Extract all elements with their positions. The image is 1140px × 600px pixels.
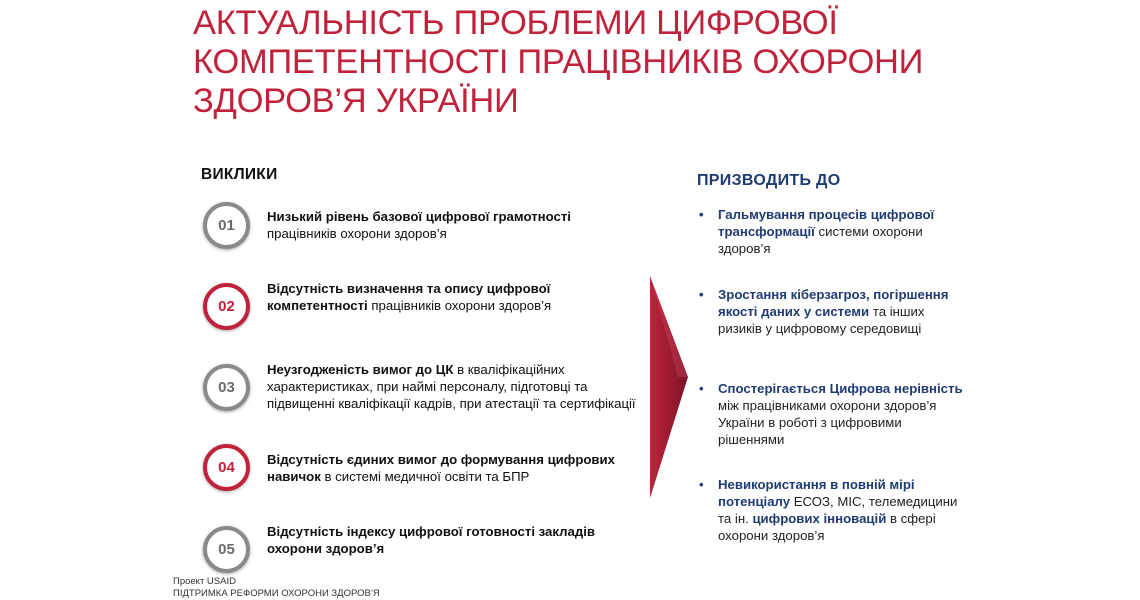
challenge-bold: Відсутність єдиних вимог до формування цифрових навичок	[267, 452, 615, 484]
consequence-rest: ЕСОЗ, МІС, телемедицини та ін.	[718, 494, 958, 526]
number-badge: 05	[203, 526, 250, 573]
challenge-text	[267, 451, 637, 485]
consequence-bold: Зростання кіберзагроз, погіршення якості даних у системи	[718, 287, 949, 319]
number-badge: 02	[203, 283, 250, 330]
number-badge: 04	[203, 444, 250, 491]
challenge-text	[267, 361, 637, 412]
challenge-bold: Неузгодженість вимог до ЦК	[267, 362, 454, 377]
challenge-rest: в кваліфікаційних характеристиках, при наймі персоналу, підготовці та підвищенні кваліфікації кадрів, при атестації та сертифікації	[267, 362, 636, 411]
bullet-icon: •	[699, 207, 704, 222]
consequence-rest: між працівниками охорони здоров’я України в роботі з цифровими рішеннями	[718, 398, 937, 447]
consequence-rest: та інших ризиків у цифровому середовищі	[718, 304, 925, 336]
bullet-icon: •	[699, 477, 704, 492]
challenge-text	[267, 280, 637, 314]
challenge-rest: працівників охорони здоров’я	[267, 226, 447, 241]
bullet-icon: •	[699, 381, 704, 396]
challenge-bold: Відсутність індексу цифрової готовності закладів охорони здоров’я	[267, 524, 595, 556]
challenge-text	[267, 208, 637, 242]
consequence-rest: системи охорони здоров’я	[718, 224, 923, 256]
challenge-rest: працівників охорони здоров’я	[367, 298, 552, 313]
consequence-rest-2: в сфері охорони здоров’я	[718, 511, 936, 543]
arrow-right-icon	[648, 276, 690, 498]
consequence-text	[718, 476, 968, 544]
consequences-heading: ПРИЗВОДИТЬ ДО	[697, 172, 841, 189]
footer-project: Проект USAID	[173, 576, 236, 587]
footer	[173, 576, 380, 600]
challenge-bold: Низький рівень базової цифрової грамотності	[267, 209, 571, 224]
footer-program: ПІДТРИМКА РЕФОРМИ ОХОРОНИ ЗДОРОВ’Я	[173, 588, 380, 599]
title-line-3: ЗДОРОВ’Я УКРАЇНИ	[193, 82, 519, 120]
number-badge: 01	[203, 202, 250, 249]
consequence-bold: Спостерігається Цифрова нерівність	[718, 381, 963, 396]
consequence-bold: Гальмування процесів цифрової трансформації	[718, 207, 935, 239]
number-badge: 03	[203, 364, 250, 411]
consequence-text	[718, 380, 968, 448]
consequence-text	[718, 206, 968, 257]
bullet-icon: •	[699, 287, 704, 302]
challenge-bold: Відсутність визначення та опису цифрової компетентності	[267, 281, 551, 313]
challenge-rest: в системі медичної освіти та БПР	[320, 469, 530, 484]
consequence-bold: Невикористання в повній мірі потенціалу	[718, 477, 915, 509]
challenge-text	[267, 523, 637, 557]
consequence-text	[718, 286, 968, 337]
consequence-bold-2: цифрових інновацій	[752, 511, 887, 526]
page-title	[193, 4, 953, 121]
title-line-1: АКТУАЛЬНІСТЬ ПРОБЛЕМИ ЦИФРОВОЇ	[193, 4, 838, 42]
challenges-heading: ВИКЛИКИ	[201, 166, 278, 183]
title-line-2: КОМПЕТЕНТНОСТІ ПРАЦІВНИКІВ ОХОРОНИ	[193, 43, 924, 81]
